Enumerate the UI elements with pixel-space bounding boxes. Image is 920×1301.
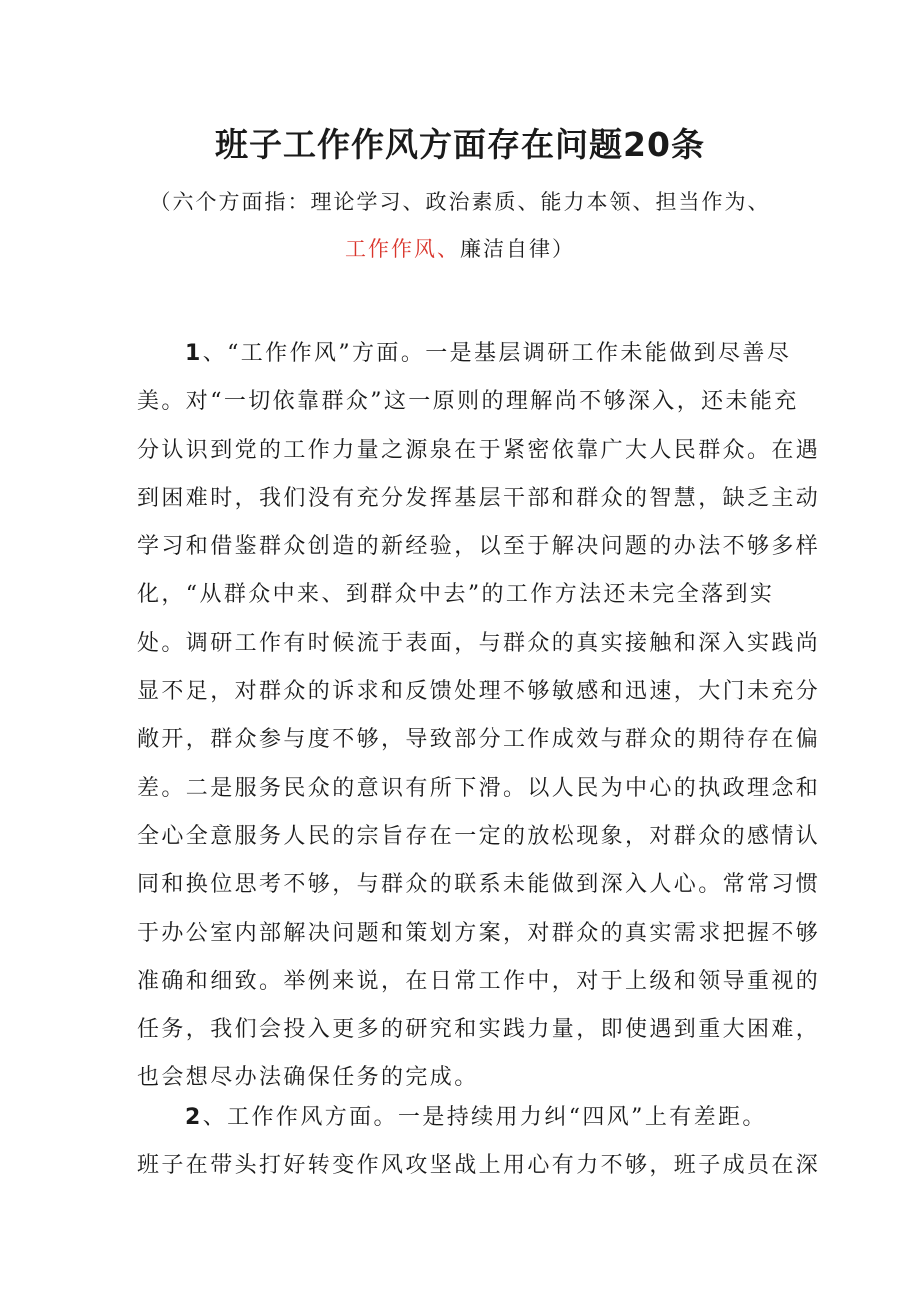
subtitle-line-2 bbox=[0, 229, 920, 269]
paragraph-line: 美。对“一切依靠群众”这一原则的理解尚不够深入，还未能充 bbox=[137, 389, 799, 415]
paragraph-line: 准确和细致。举例来说，在日常工作中，对于上级和领导重视的 bbox=[137, 968, 821, 994]
section-2-paragraph bbox=[137, 1094, 821, 1191]
paragraph-line: 2、工作作风方面。一是持续用力纠“四风”上有差距。 bbox=[185, 1105, 767, 1130]
paragraph-line: 也会想尽办法确保任务的完成。 bbox=[137, 1065, 479, 1091]
paragraph-line: 于办公室内部解决问题和策划方案，对群众的真实需求把握不够 bbox=[137, 920, 821, 946]
paragraph-line: 1、“工作作风”方面。一是基层调研工作未能做到尽善尽 bbox=[185, 341, 792, 366]
paragraph-line: 敞开，群众参与度不够，导致部分工作成效与群众的期待存在偏 bbox=[137, 727, 821, 753]
subtitle-line-2-rest: 廉洁自律） bbox=[460, 237, 575, 261]
paragraph-line: 显不足，对群众的诉求和反馈处理不够敏感和迅速，大门未充分 bbox=[137, 679, 821, 705]
paragraph-line: 化，“从群众中来、到群众中去”的工作方法还未完全落到实 bbox=[137, 582, 775, 608]
paragraph-line: 同和换位思考不够，与群众的联系未能做到深入人心。常常习惯 bbox=[137, 872, 821, 898]
subtitle-highlight: 工作作风、 bbox=[345, 237, 460, 261]
paragraph-line: 学习和借鉴群众创造的新经验，以至于解决问题的办法不够多样 bbox=[137, 534, 821, 560]
paragraph-line: 差。二是服务民众的意识有所下滑。以人民为中心的执政理念和 bbox=[137, 775, 821, 801]
paragraph-line: 班子在带头打好转变作风攻坚战上用心有力不够，班子成员在深 bbox=[137, 1153, 821, 1179]
paragraph-line: 全心全意服务人民的宗旨存在一定的放松现象，对群众的感情认 bbox=[137, 823, 821, 849]
paragraph-line: 到困难时，我们没有充分发挥基层干部和群众的智慧，缺乏主动 bbox=[137, 485, 821, 511]
section-number: 2 bbox=[185, 1105, 203, 1130]
section-number: 1 bbox=[185, 341, 203, 366]
page-title: 班子工作作风方面存在问题20条 bbox=[215, 125, 705, 164]
paragraph-line: 分认识到党的工作力量之源泉在于紧密依靠广大人民群众。在遇 bbox=[137, 437, 821, 463]
paragraph-line: 任务，我们会投入更多的研究和实践力量，即使遇到重大困难， bbox=[137, 1017, 821, 1043]
section-1-paragraph bbox=[137, 330, 821, 1103]
subtitle-line-1: （六个方面指：理论学习、政治素质、能力本领、担当作为、 bbox=[149, 190, 771, 214]
paragraph-line: 处。调研工作有时候流于表面，与群众的真实接触和深入实践尚 bbox=[137, 630, 821, 656]
